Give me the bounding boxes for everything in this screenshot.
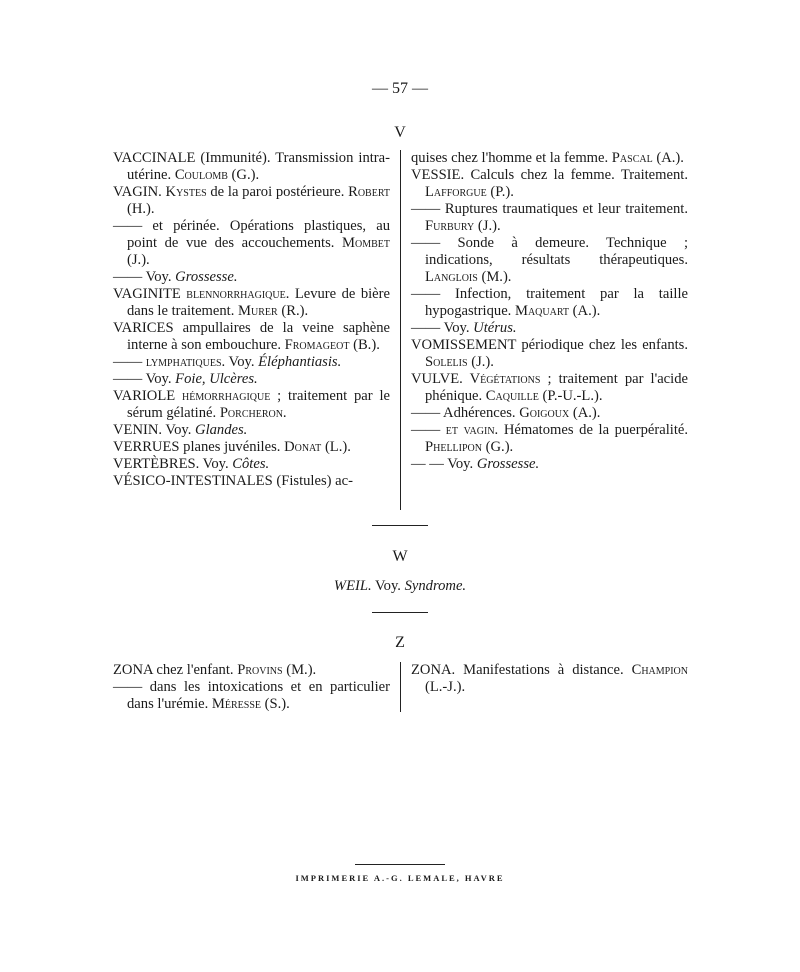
entry-cross-reference: Éléphantiasis. bbox=[258, 354, 342, 370]
section-divider bbox=[372, 525, 428, 526]
entry-text: ; traitement par l'acide phénique. bbox=[425, 371, 688, 404]
entry-cross-reference: Glandes. bbox=[195, 422, 248, 438]
entry-head: ZONA. bbox=[411, 662, 456, 678]
index-entry bbox=[411, 235, 688, 286]
index-column-v-left bbox=[113, 150, 390, 490]
entry-text: périodique chez les enfants. bbox=[516, 337, 688, 353]
entry-cross-reference: Syndrome. bbox=[404, 578, 467, 594]
entry-cross-reference: Utérus. bbox=[473, 320, 517, 336]
index-entry bbox=[411, 405, 688, 422]
entry-text: Ruptures traumatiques et leur traitement. bbox=[440, 201, 688, 217]
entry-text: Voy. bbox=[142, 371, 176, 387]
index-column-z-right bbox=[411, 662, 688, 696]
entry-head: VACCINALE bbox=[113, 150, 196, 166]
entry-head: VERTÈBRES. bbox=[113, 456, 200, 472]
entry-text: Voy. bbox=[162, 422, 196, 438]
entry-author-initials: (P.-U.-L.). bbox=[538, 388, 603, 404]
entry-cross-reference: Foie, Ulcères. bbox=[175, 371, 258, 387]
entry-cross-reference: Grossesse. bbox=[175, 269, 238, 285]
entry-author-initials: (M.). bbox=[477, 269, 512, 285]
entry-author-initials: (P.). bbox=[486, 184, 514, 200]
entry-author: Solelis bbox=[425, 354, 468, 370]
entry-head: —— bbox=[411, 405, 441, 421]
index-entry bbox=[113, 473, 390, 490]
entry-head: VAGINITE bbox=[113, 286, 181, 302]
entry-subhead: lymphatiques. bbox=[142, 354, 226, 370]
entry-author: Furbury bbox=[425, 218, 475, 234]
entry-author: Provins bbox=[237, 662, 283, 678]
entry-author: Robert bbox=[348, 184, 391, 200]
entry-head: —— bbox=[411, 422, 441, 438]
entry-head: VAGIN. bbox=[113, 184, 162, 200]
entry-subhead: Végétations bbox=[462, 371, 541, 387]
index-entry bbox=[113, 150, 390, 184]
entry-head: VESSIE. bbox=[411, 167, 465, 183]
entry-author: Murer bbox=[238, 303, 278, 319]
index-entry bbox=[113, 184, 390, 218]
entry-head: VOMISSEMENT bbox=[411, 337, 517, 353]
entry-author: Donat bbox=[284, 439, 322, 455]
entry-author-initials: (L.-J.). bbox=[425, 679, 466, 695]
entry-head: ZONA bbox=[113, 662, 153, 678]
entry-text: dans les intoxications et en particulier dans l'urémie. bbox=[127, 679, 390, 712]
index-column-z-left bbox=[113, 662, 390, 713]
entry-text: (Fistules) ac- bbox=[272, 473, 353, 489]
entry-text: et périnée. Opérations plastiques, au point de vue des accouchements. bbox=[127, 218, 390, 251]
entry-author: Phellipon bbox=[425, 439, 482, 455]
section-letter-z: Z bbox=[395, 634, 405, 651]
entry-author: Porcheron. bbox=[219, 405, 287, 421]
entry-head: WEIL. bbox=[333, 578, 372, 594]
section-letter-w: W bbox=[392, 548, 408, 565]
index-entry bbox=[113, 286, 390, 320]
entry-author: Fromageot bbox=[284, 337, 350, 353]
index-entry bbox=[411, 456, 688, 473]
entry-text: Adhérences. bbox=[440, 405, 520, 421]
entry-author-initials: (G.). bbox=[227, 167, 260, 183]
footer-divider bbox=[355, 864, 445, 865]
entry-author-initials: (A.). bbox=[569, 303, 601, 319]
entry-head: —— bbox=[113, 371, 143, 387]
entry-head: —— bbox=[113, 679, 143, 695]
entry-author: Langlois bbox=[425, 269, 478, 285]
entry-author: Pascal bbox=[611, 150, 653, 166]
entry-cross-reference: Grossesse. bbox=[476, 456, 540, 472]
entry-author-initials: (L.). bbox=[321, 439, 351, 455]
entry-text: Levure de bière dans le traitement. bbox=[127, 286, 390, 319]
entry-text: Hématomes de la puerpéralité. bbox=[498, 422, 689, 438]
entry-text: Voy. bbox=[142, 269, 176, 285]
entry-text: quises chez l'homme et la femme. bbox=[411, 150, 612, 166]
entry-head: VULVE. bbox=[411, 371, 463, 387]
entry-text: chez l'enfant. bbox=[152, 662, 238, 678]
entry-author-initials: (R.). bbox=[277, 303, 309, 319]
entry-subhead: et vagin. bbox=[440, 422, 499, 438]
entry-text: Voy. bbox=[371, 578, 405, 594]
entry-head: —— bbox=[411, 235, 441, 251]
index-entry bbox=[113, 371, 390, 388]
entry-text: de la paroi postérieure. bbox=[206, 184, 349, 200]
entry-author-initials: (B.). bbox=[349, 337, 380, 353]
index-entry bbox=[113, 269, 390, 286]
entry-cross-reference: Côtes. bbox=[232, 456, 270, 472]
index-entry bbox=[411, 286, 688, 320]
entry-head: VARIOLE bbox=[113, 388, 176, 404]
entry-head: VARICES bbox=[113, 320, 174, 336]
index-entry bbox=[411, 422, 688, 456]
entry-author-initials: (M.). bbox=[282, 662, 317, 678]
index-column-v-right bbox=[411, 150, 688, 473]
index-entry bbox=[113, 218, 390, 269]
entry-head: —— bbox=[113, 269, 143, 285]
index-entry bbox=[113, 422, 390, 439]
entry-head: — — bbox=[411, 456, 444, 472]
section-divider bbox=[372, 612, 428, 613]
entry-author: Méresse bbox=[211, 696, 262, 712]
entry-text: Calculs chez la femme. Traitement. bbox=[464, 167, 688, 183]
entry-head: —— bbox=[411, 320, 441, 336]
page-number: — 57 — bbox=[372, 80, 428, 97]
index-entry bbox=[411, 320, 688, 337]
index-entry bbox=[411, 337, 688, 371]
printer-imprint: IMPRIMERIE A.-G. LEMALE, HAVRE bbox=[295, 873, 505, 883]
entry-head: —— bbox=[411, 286, 441, 302]
entry-head: —— bbox=[113, 354, 143, 370]
entry-subhead: hémorrhagique bbox=[175, 388, 271, 404]
index-entry bbox=[411, 371, 688, 405]
index-entry bbox=[113, 662, 390, 679]
index-entry bbox=[113, 354, 390, 371]
entry-head: VENIN. bbox=[113, 422, 163, 438]
index-entry bbox=[411, 662, 688, 696]
entry-text: (Immunité). Transmission intra-utérine. bbox=[127, 150, 390, 183]
entry-head: VÉSICO-INTESTINALES bbox=[113, 473, 273, 489]
entry-text: Infection, traitement par la taille hypogastrique. bbox=[425, 286, 688, 319]
entry-author: Maquart bbox=[514, 303, 570, 319]
entry-text: ampullaires de la veine saphène interne à son embouchure. bbox=[127, 320, 390, 353]
entry-author-initials: (G.). bbox=[482, 439, 514, 455]
entry-text: ; traitement par le sérum gélatiné. bbox=[127, 388, 390, 421]
entry-author: Champion bbox=[631, 662, 688, 678]
entry-author: Mombet bbox=[342, 235, 390, 251]
entry-head: —— bbox=[113, 218, 143, 234]
entry-author: Goigoux bbox=[519, 405, 570, 421]
entry-author: Caquille bbox=[485, 388, 539, 404]
entry-author: Coulomb bbox=[174, 167, 228, 183]
index-entry bbox=[113, 388, 390, 422]
index-entry bbox=[411, 150, 688, 167]
entry-text: Voy. bbox=[443, 456, 477, 472]
section-letter-v: V bbox=[394, 124, 406, 141]
index-entry bbox=[411, 201, 688, 235]
entry-author-initials: (A.). bbox=[569, 405, 601, 421]
entry-author: Lafforgue bbox=[425, 184, 487, 200]
column-divider bbox=[400, 662, 401, 712]
index-entry bbox=[113, 320, 390, 354]
index-entry-weil bbox=[0, 578, 800, 595]
entry-head: —— bbox=[411, 201, 441, 217]
entry-text: Voy. bbox=[440, 320, 474, 336]
entry-text: Manifestations à distance. bbox=[455, 662, 632, 678]
entry-author-initials: (S.). bbox=[261, 696, 290, 712]
column-divider bbox=[400, 150, 401, 510]
entry-author-initials: (J.). bbox=[474, 218, 501, 234]
entry-subhead: blennorrhagique. bbox=[180, 286, 290, 302]
index-entry bbox=[113, 679, 390, 713]
entry-text: Sonde à demeure. Technique ; indications, résultats thérapeutiques. bbox=[425, 235, 688, 268]
index-entry bbox=[411, 167, 688, 201]
entry-text: Voy. bbox=[199, 456, 233, 472]
entry-text: Voy. bbox=[225, 354, 259, 370]
entry-author-initials: (A.). bbox=[652, 150, 684, 166]
entry-author-initials: (J.). bbox=[467, 354, 494, 370]
entry-subhead: Kystes bbox=[161, 184, 207, 200]
entry-head: VERRUES bbox=[113, 439, 180, 455]
entry-author-initials: (H.). bbox=[127, 201, 155, 217]
entry-author-initials: (J.). bbox=[127, 252, 150, 268]
index-entry bbox=[113, 456, 390, 473]
index-entry bbox=[113, 439, 390, 456]
entry-text: planes juvéniles. bbox=[179, 439, 285, 455]
